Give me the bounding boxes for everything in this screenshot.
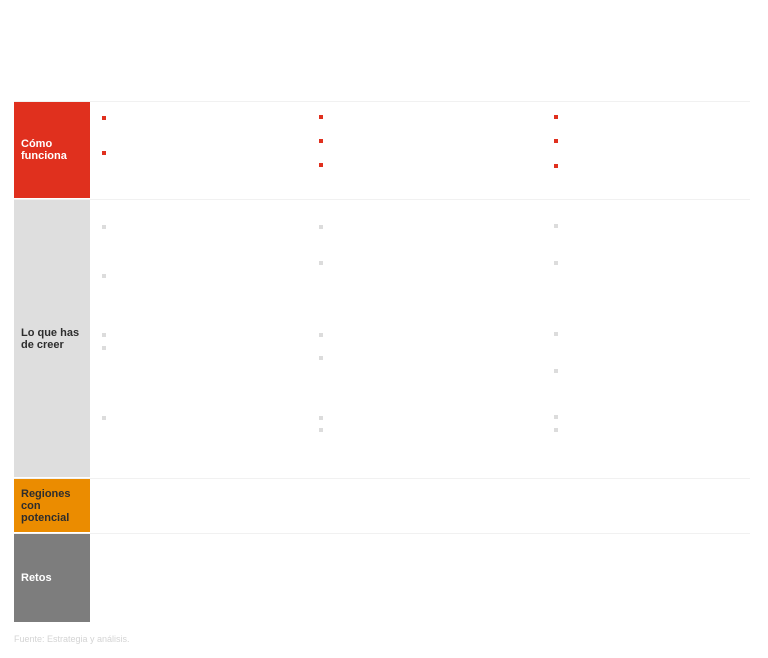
bullet-icon (319, 115, 323, 119)
row-retos (14, 533, 750, 622)
bullet-icon (102, 416, 106, 420)
bullet-icon (319, 139, 323, 143)
bullet-icon (319, 416, 323, 420)
bullet-icon (554, 415, 558, 419)
bullet-icon (554, 164, 558, 168)
bullet-icon (319, 163, 323, 167)
row-lo-que-has-de-creer (14, 199, 750, 477)
bullet-icon (319, 225, 323, 229)
column-3 (554, 200, 744, 477)
bullet-icon (102, 225, 106, 229)
row-label (14, 200, 90, 477)
bullet-icon (554, 369, 558, 373)
bullet-icon (554, 115, 558, 119)
source-note: Fuente: Estrategia y análisis. (14, 634, 130, 644)
bullet-icon (319, 333, 323, 337)
bullet-icon (319, 261, 323, 265)
bullet-icon (319, 356, 323, 360)
bullet-icon (102, 151, 106, 155)
column-3 (554, 102, 744, 198)
bullet-icon (102, 333, 106, 337)
row-regiones-con-potencial (14, 478, 750, 532)
column-1 (102, 102, 302, 198)
row-label-text: Lo que has de creer (21, 326, 80, 351)
bullet-icon (319, 428, 323, 432)
row-label-text: Regiones con potencial (21, 487, 71, 524)
bullet-icon (102, 274, 106, 278)
bullet-icon (102, 116, 106, 120)
bullet-icon (554, 428, 558, 432)
row-label (14, 479, 90, 532)
row-label (14, 534, 90, 622)
bullet-icon (554, 261, 558, 265)
bullet-icon (554, 224, 558, 228)
row-label-text: Retos (21, 572, 52, 584)
column-2 (319, 200, 539, 477)
column-1 (102, 200, 302, 477)
row-label (14, 102, 90, 198)
row-como-funciona (14, 101, 750, 198)
column-2 (319, 102, 539, 198)
row-label-text: Cómo funciona (21, 138, 67, 162)
bullet-icon (102, 346, 106, 350)
bullet-icon (554, 332, 558, 336)
bullet-icon (554, 139, 558, 143)
